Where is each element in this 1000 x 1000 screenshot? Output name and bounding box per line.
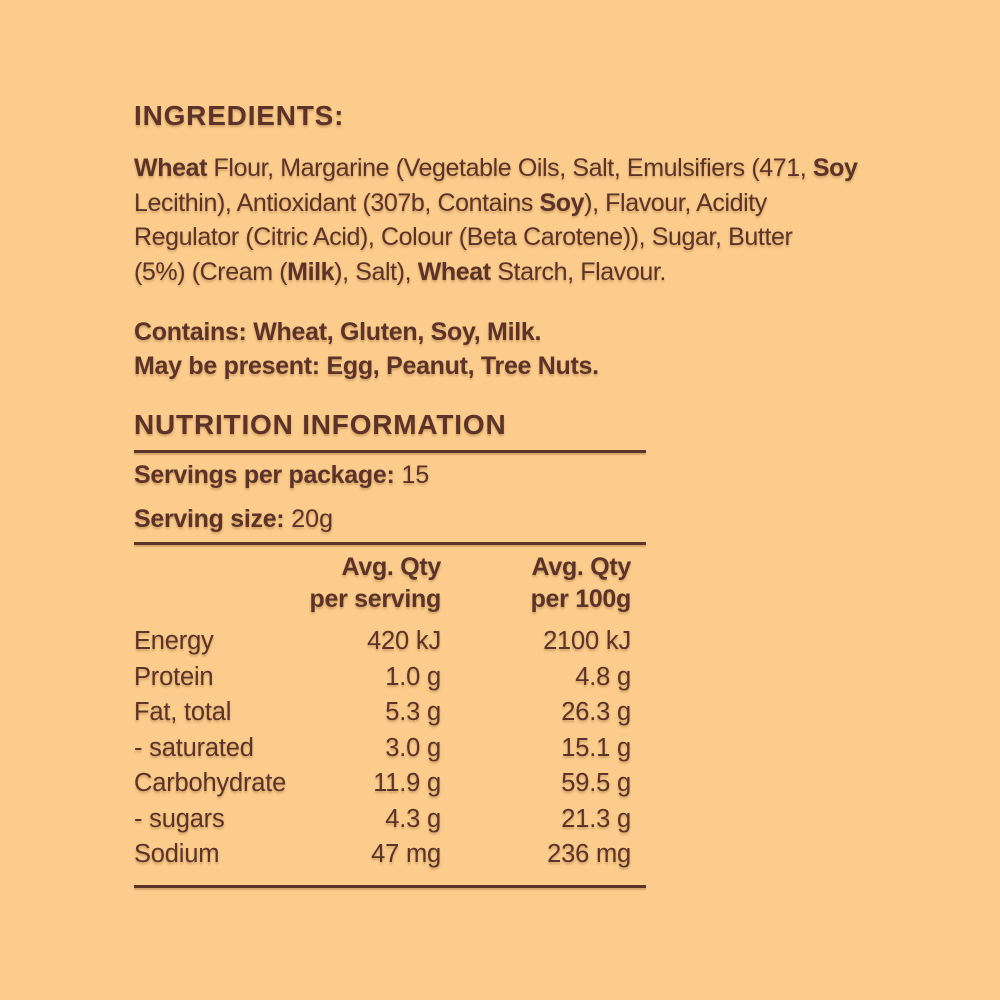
table-row — [134, 802, 646, 838]
allergen-statements — [134, 315, 924, 383]
header-per-serving-line1: Avg. Qty — [341, 553, 441, 581]
nutrition-table-header-row-1 — [134, 551, 646, 583]
cell-per-100g: 15.1 g — [561, 733, 631, 762]
servings-per-package-label: Servings per package: — [134, 461, 395, 489]
cell-nutrient: - sugars — [134, 804, 225, 833]
ingredients-line — [134, 186, 924, 221]
servings-per-package-line — [134, 460, 646, 491]
ingredient-text: (5%) (Cream ( — [134, 257, 288, 286]
allergen-emphasis: Soy — [812, 154, 858, 182]
allergen-emphasis: Wheat — [134, 154, 208, 182]
nutrition-information-heading: NUTRITION INFORMATION — [134, 409, 507, 440]
cell-per-serving: 4.3 g — [385, 804, 441, 833]
cell-nutrient: - saturated — [134, 733, 254, 762]
table-row — [134, 766, 646, 802]
ingredient-text: Lecithin), Antioxidant (307b, Contains — [134, 188, 540, 217]
cell-per-serving: 47 mg — [371, 840, 441, 868]
contains-statement: Contains: Wheat, Gluten, Soy, Milk. — [134, 318, 542, 346]
table-row — [134, 624, 646, 660]
table-row — [134, 660, 646, 696]
allergen-emphasis: Soy — [539, 188, 585, 217]
ingredients-line — [134, 151, 924, 186]
header-per-100g-line2: per 100g — [530, 585, 631, 613]
ingredients-heading: INGREDIENTS: — [134, 100, 345, 131]
may-be-present-statement: May be present: Egg, Peanut, Tree Nuts. — [134, 352, 599, 380]
cell-per-serving: 3.0 g — [385, 733, 441, 762]
ingredient-text: Regulator (Citric Acid), Colour (Beta Carotene)), Sugar, Butter — [134, 223, 793, 251]
cell-per-100g: 59.5 g — [561, 769, 631, 797]
nutrition-label-panel — [134, 102, 924, 888]
header-per-100g-line1: Avg. Qty — [531, 553, 631, 581]
ingredients-line — [134, 220, 924, 255]
cell-nutrient: Sodium — [134, 840, 220, 868]
nutrition-table-body — [134, 624, 646, 873]
serving-size-label: Serving size: — [134, 505, 285, 533]
nutrition-information-panel — [134, 411, 646, 888]
servings-per-package-value: 15 — [401, 461, 430, 489]
cell-per-100g: 236 mg — [547, 840, 631, 868]
ingredient-text: ), Salt), — [334, 257, 418, 286]
serving-size-value: 20g — [291, 505, 333, 533]
cell-per-serving: 11.9 g — [373, 769, 441, 797]
header-spacer — [134, 583, 284, 615]
ingredient-text: Starch, Flavour. — [490, 257, 666, 286]
divider-bottom — [134, 885, 646, 888]
allergen-emphasis: Wheat — [417, 257, 491, 286]
cell-per-100g: 21.3 g — [561, 804, 631, 833]
divider-top — [134, 450, 646, 453]
cell-per-100g: 2100 kJ — [543, 627, 631, 655]
header-per-serving-line2: per serving — [309, 585, 441, 613]
cell-per-100g: 4.8 g — [575, 662, 631, 691]
serving-size-line — [134, 504, 646, 535]
cell-per-100g: 26.3 g — [561, 698, 631, 726]
cell-nutrient: Fat, total — [134, 698, 232, 726]
table-row — [134, 731, 646, 767]
cell-per-serving: 1.0 g — [385, 662, 441, 691]
header-spacer — [134, 551, 284, 583]
divider-middle — [134, 542, 646, 545]
cell-nutrient: Carbohydrate — [134, 769, 287, 797]
nutrition-table-header-row-2 — [134, 583, 646, 615]
cell-per-serving: 5.3 g — [385, 698, 441, 726]
cell-nutrient: Protein — [134, 662, 214, 691]
ingredients-text — [134, 151, 924, 289]
ingredient-text: ), Flavour, Acidity — [584, 188, 767, 217]
ingredients-line — [134, 255, 924, 290]
cell-nutrient: Energy — [134, 627, 214, 655]
table-row — [134, 837, 646, 873]
allergen-emphasis: Milk — [287, 257, 335, 286]
ingredient-text: Flour, Margarine (Vegetable Oils, Salt, Emulsifiers (471, — [207, 154, 813, 182]
table-row — [134, 695, 646, 731]
cell-per-serving: 420 kJ — [367, 627, 441, 655]
